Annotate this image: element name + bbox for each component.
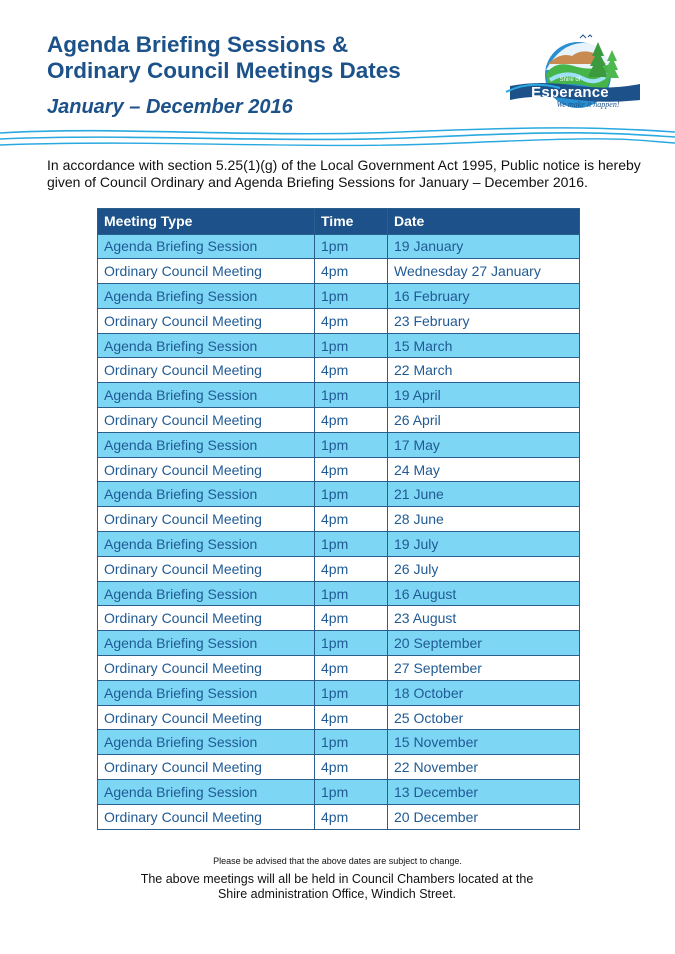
cell-date: 25 October <box>388 705 580 730</box>
cell-date: 20 September <box>388 631 580 656</box>
table-row <box>98 308 580 333</box>
cell-date: 22 March <box>388 358 580 383</box>
table-row <box>98 333 580 358</box>
cell-meeting-type: Agenda Briefing Session <box>98 780 315 805</box>
logo-shire-of: Shire of <box>559 77 581 83</box>
table-row <box>98 482 580 507</box>
cell-date: 19 April <box>388 383 580 408</box>
cell-meeting-type: Agenda Briefing Session <box>98 581 315 606</box>
cell-meeting-type: Ordinary Council Meeting <box>98 804 315 829</box>
cell-time: 1pm <box>315 730 388 755</box>
header-time: Time <box>315 209 388 235</box>
cell-date: 19 July <box>388 532 580 557</box>
cell-date: 26 July <box>388 556 580 581</box>
cell-meeting-type: Ordinary Council Meeting <box>98 705 315 730</box>
cell-date: 24 May <box>388 457 580 482</box>
cell-meeting-type: Ordinary Council Meeting <box>98 408 315 433</box>
cell-meeting-type: Agenda Briefing Session <box>98 532 315 557</box>
cell-date: 23 August <box>388 606 580 631</box>
cell-time: 4pm <box>315 656 388 681</box>
table-row <box>98 581 580 606</box>
table-row <box>98 532 580 557</box>
logo-name: Esperance <box>531 84 609 101</box>
table-row <box>98 680 580 705</box>
header-date: Date <box>388 209 580 235</box>
cell-meeting-type: Agenda Briefing Session <box>98 284 315 309</box>
cell-time: 1pm <box>315 680 388 705</box>
cell-meeting-type: Ordinary Council Meeting <box>98 507 315 532</box>
page-subtitle: January – December 2016 <box>47 96 293 118</box>
cell-time: 1pm <box>315 333 388 358</box>
cell-time: 4pm <box>315 804 388 829</box>
cell-time: 1pm <box>315 432 388 457</box>
table-row <box>98 755 580 780</box>
cell-meeting-type: Ordinary Council Meeting <box>98 358 315 383</box>
table-row <box>98 730 580 755</box>
cell-date: 18 October <box>388 680 580 705</box>
cell-time: 4pm <box>315 358 388 383</box>
cell-time: 1pm <box>315 383 388 408</box>
table-row <box>98 656 580 681</box>
cell-time: 1pm <box>315 234 388 259</box>
table-row <box>98 234 580 259</box>
cell-meeting-type: Agenda Briefing Session <box>98 432 315 457</box>
cell-meeting-type: Ordinary Council Meeting <box>98 556 315 581</box>
table-row <box>98 408 580 433</box>
cell-time: 4pm <box>315 507 388 532</box>
cell-date: 23 February <box>388 308 580 333</box>
cell-meeting-type: Ordinary Council Meeting <box>98 308 315 333</box>
cell-time: 4pm <box>315 408 388 433</box>
cell-date: 17 May <box>388 432 580 457</box>
cell-meeting-type: Ordinary Council Meeting <box>98 606 315 631</box>
cell-date: 19 January <box>388 234 580 259</box>
cell-meeting-type: Agenda Briefing Session <box>98 730 315 755</box>
table-row <box>98 556 580 581</box>
logo-tagline: We make it happen! <box>556 100 620 109</box>
cell-date: 28 June <box>388 507 580 532</box>
cell-time: 4pm <box>315 705 388 730</box>
cell-date: 16 February <box>388 284 580 309</box>
cell-meeting-type: Agenda Briefing Session <box>98 383 315 408</box>
header-meeting-type: Meeting Type <box>98 209 315 235</box>
cell-time: 1pm <box>315 631 388 656</box>
table-row <box>98 432 580 457</box>
cell-date: 22 November <box>388 755 580 780</box>
page-title <box>47 32 401 84</box>
change-notice: Please be advised that the above dates are subject to change. <box>213 856 462 866</box>
shire-logo <box>500 30 640 112</box>
cell-date: 21 June <box>388 482 580 507</box>
table-header-row <box>98 209 580 235</box>
cell-date: 13 December <box>388 780 580 805</box>
cell-meeting-type: Agenda Briefing Session <box>98 482 315 507</box>
cell-meeting-type: Agenda Briefing Session <box>98 234 315 259</box>
title-line-2: Ordinary Council Meetings Dates <box>47 58 401 83</box>
intro-paragraph: In accordance with section 5.25(1)(g) of the Local Government Act 1995, Public notice is hereby given of Council Ordinary and Agenda Briefing Sessions for January – December 2016. <box>47 157 641 190</box>
cell-time: 1pm <box>315 581 388 606</box>
cell-time: 1pm <box>315 482 388 507</box>
location-line-1: The above meetings will all be held in Council Chambers located at the <box>140 872 534 886</box>
cell-date: 16 August <box>388 581 580 606</box>
cell-time: 4pm <box>315 755 388 780</box>
cell-time: 1pm <box>315 284 388 309</box>
meeting-schedule-table <box>97 208 580 830</box>
cell-date: 27 September <box>388 656 580 681</box>
table-row <box>98 705 580 730</box>
table-row <box>98 358 580 383</box>
cell-meeting-type: Ordinary Council Meeting <box>98 457 315 482</box>
cell-date: 26 April <box>388 408 580 433</box>
cell-time: 4pm <box>315 606 388 631</box>
cell-time: 1pm <box>315 780 388 805</box>
cell-meeting-type: Agenda Briefing Session <box>98 631 315 656</box>
cell-date: 20 December <box>388 804 580 829</box>
location-notice <box>87 872 587 902</box>
table-row <box>98 259 580 284</box>
cell-time: 1pm <box>315 532 388 557</box>
table-row <box>98 606 580 631</box>
cell-meeting-type: Agenda Briefing Session <box>98 680 315 705</box>
table-row <box>98 631 580 656</box>
cell-meeting-type: Ordinary Council Meeting <box>98 755 315 780</box>
table-row <box>98 284 580 309</box>
table-row <box>98 383 580 408</box>
table-row <box>98 457 580 482</box>
title-line-1: Agenda Briefing Sessions & <box>47 32 349 57</box>
wave-divider <box>0 124 675 154</box>
cell-meeting-type: Agenda Briefing Session <box>98 333 315 358</box>
cell-time: 4pm <box>315 259 388 284</box>
cell-time: 4pm <box>315 308 388 333</box>
cell-date: Wednesday 27 January <box>388 259 580 284</box>
cell-time: 4pm <box>315 457 388 482</box>
cell-time: 4pm <box>315 556 388 581</box>
cell-date: 15 March <box>388 333 580 358</box>
table-row <box>98 780 580 805</box>
location-line-2: Shire administration Office, Windich Street. <box>217 887 457 901</box>
cell-date: 15 November <box>388 730 580 755</box>
cell-meeting-type: Ordinary Council Meeting <box>98 259 315 284</box>
table-row <box>98 507 580 532</box>
table-row <box>98 804 580 829</box>
cell-meeting-type: Ordinary Council Meeting <box>98 656 315 681</box>
